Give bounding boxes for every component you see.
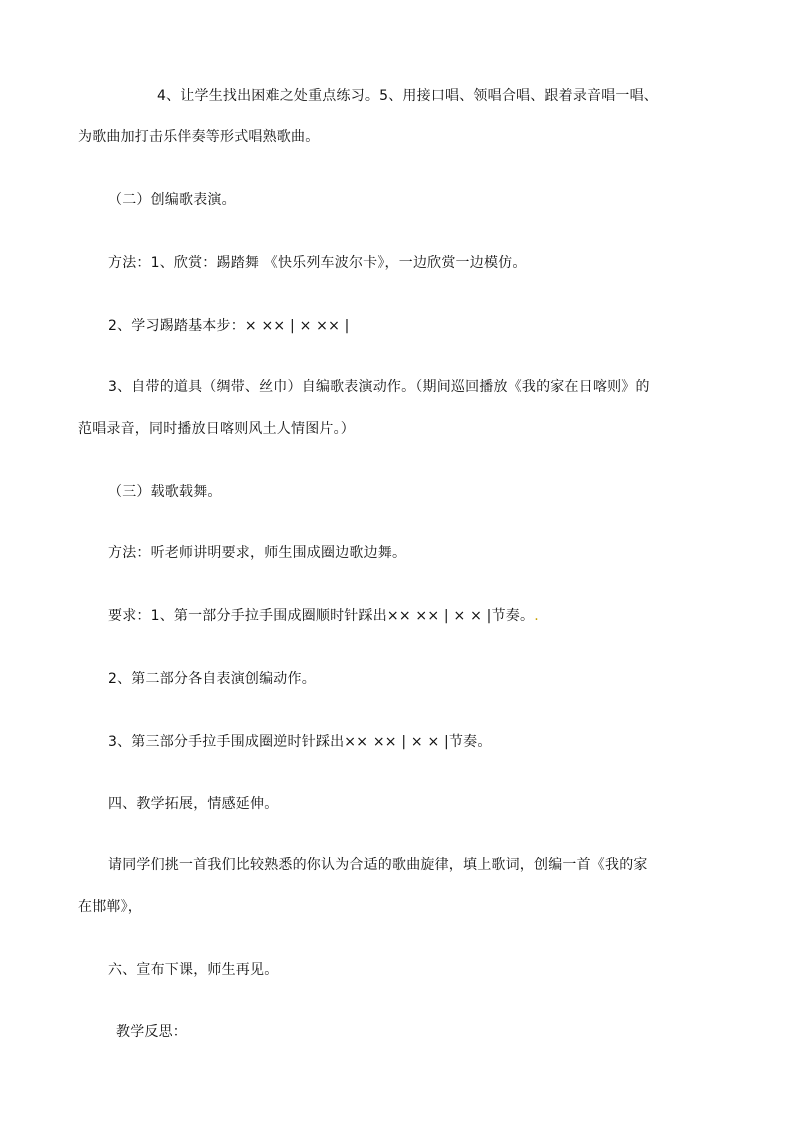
text-line-requirement-3: 3、第三部分手拉手围成圈逆时针踩出×× ×× | × × |节奏。	[108, 734, 492, 750]
text-line-props: 3、自带的道具（绸带、丝巾）自编歌表演动作。（期间巡回播放《我的家在日喀则》的	[108, 379, 650, 395]
text-line-requirement-1	[108, 606, 539, 626]
requirement-1-text: 要求：1、第一部分手拉手围成圈顺时针踩出×× ×× | × × |节奏。	[108, 608, 535, 624]
section-heading-reflection: 教学反思：	[116, 1024, 187, 1040]
text-line-create-song-cont: 在邯郸》，	[78, 899, 142, 915]
text-line-props-cont: 范唱录音，同时播放日喀则风土人情图片。）	[78, 421, 355, 437]
text-line-method-circle: 方法：听老师讲明要求，师生围成圈边歌边舞。	[108, 545, 407, 561]
section-heading-sing-dance: （三）载歌载舞。	[108, 484, 222, 500]
stray-mark: .	[534, 608, 539, 624]
section-heading-extension: 四、教学拓展，情感延伸。	[108, 796, 279, 812]
text-line-practice: 4、让学生找出困难之处重点练习。5、用接口唱、领唱合唱、跟着录音唱一唱、	[157, 88, 659, 104]
text-line-method-appreciate: 方法：1、欣赏：踢踏舞 《快乐列车波尔卡》，一边欣赏一边模仿。	[108, 255, 527, 271]
text-line-practice-cont: 为歌曲加打击乐伴奏等形式唱熟歌曲。	[78, 129, 320, 145]
text-line-tap-steps: 2、学习踢踏基本步：× ×× | × ×× |	[108, 318, 350, 334]
text-line-create-song: 请同学们挑一首我们比较熟悉的你认为合适的歌曲旋律，填上歌词，创编一首《我的家	[108, 857, 648, 873]
section-heading-choreograph: （二）创编歌表演。	[108, 192, 236, 208]
text-line-requirement-2: 2、第二部分各自表演创编动作。	[108, 671, 316, 687]
section-heading-dismissal: 六、宣布下课，师生再见。	[108, 962, 279, 978]
